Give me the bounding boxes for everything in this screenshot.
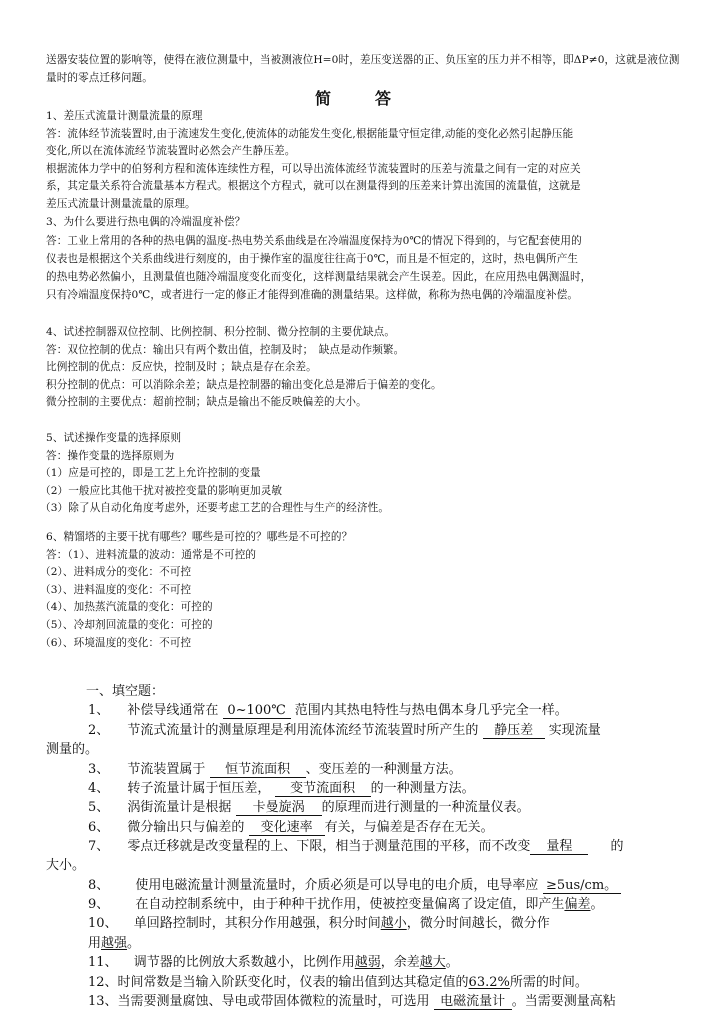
item-number: 7、 (88, 839, 110, 854)
answer-blank: 卡曼旋涡 (236, 801, 322, 816)
answer-line: （2）、进料成分的变化：不可控 (40, 566, 192, 579)
question-5 (40, 430, 690, 518)
answer-blank: 0~100℃ (223, 704, 291, 719)
fill-item-4 (88, 779, 475, 798)
answer-blank: 恒节流面积 (210, 763, 306, 778)
answer-line: 答：流体经节流装置时,由于流速发生变化,使流体的动能发生变化,根据能量守恒定律,动能的变化必然引起静压能 (46, 127, 574, 140)
answer-line: （1）应是可控的，即是工艺上允许控制的变量 (40, 467, 261, 480)
answer-line: 微分控制的主要优点：超前控制；缺点是输出不能反映偏差的大小。 (46, 396, 367, 409)
answer-line: 只有冷端温度保持0℃，或者进行一定的修正才能得到准确的测量结果。这样做，称称为热电偶的冷端温度补偿。 (46, 288, 579, 301)
question-3 (46, 214, 690, 304)
answer-blank: 电磁流量计 (434, 995, 512, 1010)
answer-blank: 偏差 (564, 897, 591, 912)
section-title: 简 答 (314, 89, 405, 108)
item-text: 13、当需要测量腐蚀、导电或带固体微粒的流量时，可选用 (88, 994, 430, 1009)
fill-item-2-cont: 测量的。 (46, 742, 99, 757)
answer-line: 答：工业上常用的各种的热电偶的温度-热电势关系曲线是在冷端温度保持为0℃的情况下得到的，与它配套使用的 (46, 234, 582, 247)
item-text: ，微分时间越长，微分作 (406, 916, 550, 931)
answer-blank: 变化速率 (249, 821, 325, 836)
item-number: 9、 (88, 897, 110, 912)
item-text: 调节器的比例放大系数越小，比例作用 (133, 955, 355, 970)
answer-blank: 静压差 (483, 724, 545, 739)
question-heading: 5、试述操作变量的选择原则 (46, 432, 182, 444)
answer-blank: 63.2% (468, 975, 510, 990)
answer-line: （5）、冷却剂回流量的变化：可控的 (40, 618, 213, 631)
answer-line: 根据流体力学中的伯努利方程和流体连续性方程，可以导出流体流经节流装置时的压差与流量之间有一定的对应关 (46, 162, 581, 175)
item-text: 的一种测量方法。 (370, 781, 475, 796)
answer-blank: ≥5us/cm。 (543, 879, 621, 894)
item-text: 补偿导线通常在 (127, 703, 219, 718)
fill-item-3 (88, 760, 462, 779)
answer-blank: 越弱 (354, 955, 381, 970)
question-6 (40, 529, 690, 652)
item-text: 转子流量计属于恒压差， (127, 781, 271, 796)
answer-line: （3）除了从自动化角度考虑外，还要考虑工艺的合理性与生产的经济性。 (40, 502, 390, 515)
item-number: 5、 (88, 800, 110, 815)
item-text: 实现流量 (548, 723, 601, 738)
answer-line: 比例控制的优点：反应快，控制及时 ；缺点是存在余差。 (46, 361, 317, 374)
fill-item-11 (88, 953, 459, 972)
intro-paragraph: 送器安装位置的影响等，使得在液位测量中，当被测液位H=0时，差压变送器的正、负压室的压力并不相等，即ΔP≠0，这就是液位测量时的零点迁移问题。 (46, 54, 680, 84)
item-text: 节流装置属于 (127, 762, 206, 777)
fill-item-9 (88, 895, 603, 914)
fill-item-1 (88, 701, 568, 720)
item-text: 所需的时间。 (509, 975, 588, 990)
fill-item-12 (88, 973, 588, 992)
fill-item-7-cont: 大小。 (46, 858, 86, 873)
answer-blank: 越大 (419, 955, 446, 970)
answer-line: 变化,所以在流体流经节流装置时必然会产生静压差。 (46, 145, 296, 158)
item-text: 。 (445, 955, 459, 970)
question-heading: 6、精馏塔的主要干扰有哪些？哪些是可控的？哪些是不可控的？ (46, 531, 353, 543)
answer-line: （6）、环境温度的变化：不可控 (40, 636, 192, 649)
item-text: 零点迁移就是改变量程的上、下限，相当于测量范围的平移，而不改变 (127, 839, 531, 854)
answer-line: 的热电势必然偏小，且测量值也随冷端温度变化而变化，这样测量结果就会产生误差。因此，在应用热电偶测温时， (46, 270, 592, 283)
answer-line: （4）、加热蒸汽流量的变化：可控的 (40, 601, 213, 614)
question-1 (46, 108, 690, 214)
item-text: 12、时间常数是当输入阶跃变化时，仪表的输出值到达其稳定值的 (88, 975, 469, 990)
item-number: 8、 (88, 878, 110, 893)
item-text: 单回路控制时，其积分作用越强，积分时间 (133, 916, 381, 931)
item-number: 10、 (88, 916, 118, 931)
item-text: 在自动控制系统中，由于种种干扰作用，使被控变量偏离了设定值，即产生 (135, 897, 565, 912)
fill-item-2 (88, 721, 601, 740)
question-heading: 4、试述控制器双位控制、比例控制、积分控制、微分控制的主要优缺点。 (46, 326, 396, 338)
item-text: 涡街流量计是根据 (127, 800, 232, 815)
question-heading: 3、为什么要进行热电偶的冷端温度补偿？ (46, 216, 246, 228)
fill-item-5 (88, 798, 530, 817)
item-number: 11、 (88, 955, 118, 970)
answer-line: 差压式流量计测量流量的原理。 (46, 197, 196, 210)
answer-line: 积分控制的优点：可以消除余差；缺点是控制器的输出变化总是滞后于偏差的变化。 (46, 378, 442, 391)
answer-line: 答：双位控制的优点：输出只有两个数出值，控制及时； 缺点是动作频繁。 (46, 343, 405, 356)
item-text: 。 (127, 936, 141, 951)
fill-item-6 (88, 818, 494, 837)
item-text: 用 (88, 936, 102, 951)
item-number: 1、 (88, 703, 110, 718)
fill-item-8 (88, 876, 621, 895)
answer-line: 仪表也是根据这个关系曲线进行刻度的，由于操作室的温度往往高于0℃，而且是不恒定的，这时，热电偶所产生 (46, 252, 579, 265)
answer-line: 答：操作变量的选择原则为 (46, 449, 175, 462)
answer-line: （2）一般应比其他干扰对被控变量的影响更加灵敏 (40, 484, 283, 497)
item-text: 。当需要测量高粘 (511, 994, 616, 1009)
fill-item-10-cont (88, 934, 140, 953)
item-number: 4、 (88, 781, 110, 796)
answer-blank: 变节流面积 (275, 782, 371, 797)
answer-line: 答：（1）、进料流量的波动：通常是不可控的 (46, 548, 257, 561)
answer-line: （3）、进料温度的变化：不可控 (40, 583, 192, 596)
item-text: 的 (610, 839, 624, 854)
item-number: 3、 (88, 762, 110, 777)
question-heading: 1、差压式流量计测量流量的原理 (46, 110, 203, 122)
item-text: 范围内其热电特性与热电偶本身几乎完全一样。 (294, 703, 568, 718)
item-text: 。 (590, 897, 604, 912)
item-text: 节流式流量计的测量原理是利用流体流经节流装置时所产生的 (127, 723, 479, 738)
answer-blank: 越小 (380, 916, 407, 931)
item-text: 的原理而进行测量的一种流量仪表。 (321, 800, 530, 815)
item-number: 6、 (88, 820, 110, 835)
item-number: 2、 (88, 723, 110, 738)
answer-line: 系，其定量关系符合流量基本方程式。根据这个方程式，就可以在测量得到的压差来计算出流国的流量值，这就是 (46, 180, 581, 193)
fill-heading: 一、填空题： (86, 684, 165, 699)
fill-item-10 (88, 914, 550, 933)
item-text: 使用电磁流量计测量流量时，介质必须是可以导电的电介质，电导率应 (135, 878, 539, 893)
item-text: 有关，与偏差是否存在无关。 (324, 820, 494, 835)
fill-item-13 (88, 992, 616, 1011)
item-text: ，余差 (380, 955, 420, 970)
answer-blank: 越强 (101, 936, 128, 951)
question-4 (46, 324, 690, 412)
item-text: 、变压差的一种测量方法。 (305, 762, 462, 777)
answer-blank: 量程 (530, 840, 588, 855)
item-text: 微分输出只与偏差的 (127, 820, 245, 835)
fill-item-7 (88, 837, 623, 856)
